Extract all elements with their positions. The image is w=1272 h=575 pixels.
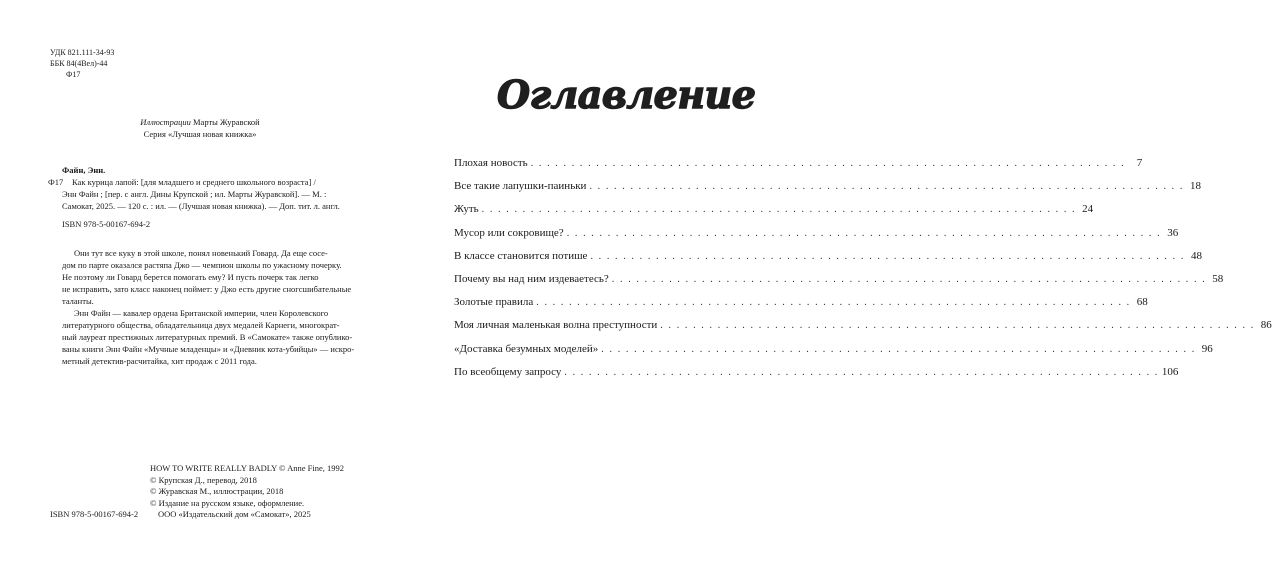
isbn-bottom: ISBN 978-5-00167-694-2 [50,509,139,519]
toc-item-title: Моя личная маленькая волна преступности [454,319,658,332]
toc-item-page: 58 [1212,272,1224,285]
toc-item[interactable] [454,226,1179,250]
copyright-block [150,463,344,521]
toc-item[interactable] [454,296,1148,319]
toc-item-page: 36 [1167,226,1179,239]
toc-leader-dots [660,320,1255,331]
toc-item-page: 96 [1201,342,1213,355]
bbk-code: ББК 84(4Вел)-44 [50,59,108,68]
toc-item[interactable] [454,365,1179,389]
classification-codes [50,47,114,80]
bib-line: Самокат, 2025. — 120 с. : ил. — (Лучшая новая книжка). — Доп. тит. л. англ. [62,201,340,211]
illustrator-credit [100,116,300,128]
toc-item[interactable] [454,157,1143,180]
bib-line: Как курица лапой: [для младшего и среднего школьного возраста] / [72,177,316,187]
copyright-line: © Крупская Д., перевод, 2018 [150,474,257,485]
toc-leader-dots [531,158,1126,169]
annotation-line: Энн Файн — кавалер ордена Британской империи, член Королевского [74,308,329,318]
toc-item-page: 7 [1136,157,1143,169]
toc-item-title: Золотые правила [454,296,534,309]
toc-item-title: Мусор или сокровище? [454,226,564,239]
toc-leader-dots [567,228,1162,239]
bib-mark: Ф17 [48,177,64,187]
toc-leader-dots [482,204,1077,215]
toc-leader-dots [612,274,1207,285]
toc-title-lettering [495,68,756,118]
annotation-line: не исправить, зато класс наконец поймет: у Джо есть другие сногсшибательные [62,284,352,294]
annotation-line: дом по парте оказался растяпа Джо — чемпион школы по ужасному почерку. [62,260,342,270]
series-credit: Серия «Лучшая новая книжка» [143,129,257,139]
toc-item-title: Все такие лапушки-паиньки [454,180,587,193]
bib-isbn: ISBN 978-5-00167-694-2 [62,219,151,229]
toc-leader-dots [601,344,1196,355]
toc-item[interactable] [454,180,1201,203]
annotation-line: Не поэтому ли Говард берется помогать ему? И пусть почерк так легко [62,272,319,282]
udc-code: УДК 821.111-34-93 [50,48,115,57]
copyright-line: © Журавская М., иллюстрации, 2018 [150,486,284,496]
annotation-line: литературного общества, обладательница двух медалей Карнеги, многократ- [62,320,340,330]
toc-leader-dots [589,181,1184,192]
annotation-paragraph [50,247,360,307]
bib-line: Энн Файн ; [пер. с англ. Дины Крупской ; ил. Марты Журавской]. — М. : [62,189,327,199]
annotation-line: таланты. [62,296,94,306]
author-mark: Ф17 [66,70,81,79]
annotation-line: ваны книги Энн Файн «Мучные младенцы» и «Дневник кота-убийцы» — искро- [62,344,355,354]
annotation-line: ный лауреат престижных литературных премий. В «Самокате» также опублико- [62,332,353,342]
toc-item[interactable] [454,319,1272,342]
toc-item-title: Почему вы над ним издеваетесь? [454,272,609,285]
toc-item-page: 18 [1189,180,1201,193]
toc-leader-dots [590,251,1185,262]
bib-entry [50,176,360,212]
toc-item-page: 24 [1082,203,1094,216]
bibliographic-record [50,164,360,230]
toc-title-text: Оглавление [497,72,756,117]
toc-item-page: 86 [1260,319,1272,332]
toc-title [495,68,756,118]
toc-item[interactable] [454,249,1202,273]
copyright-line: HOW TO WRITE REALLY BADLY © Anne Fine, 1992 [150,463,345,473]
toc-leader-dots [564,367,1159,378]
toc-item-title: Плохая новость [454,157,528,169]
toc-item-title: «Доставка безумных моделей» [454,342,599,355]
copyright-line: ООО «Издательский дом «Самокат», 2025 [158,509,311,519]
toc-leader-dots [536,297,1131,308]
credits [100,116,300,140]
illustrations-prefix: Иллюстрации [140,117,191,127]
right-page [400,0,1272,575]
annotation [50,247,360,367]
annotation-line: Они тут все куку в этой школе, понял новенький Говард. Да еще сосе- [74,248,328,258]
bib-author: Файн, Энн. [62,165,106,175]
annotation-line: метный детектив-расчитайка, хит продаж с 2011 года. [62,356,257,366]
toc-item[interactable] [454,272,1224,296]
toc-item[interactable] [454,342,1213,366]
toc-item-page: 106 [1161,365,1179,378]
table-of-contents [454,157,1272,389]
toc-item-title: Жуть [454,203,479,216]
toc-item-page: 68 [1136,296,1148,309]
toc-item-title: В классе становится потише [454,249,588,262]
annotation-paragraph [50,307,360,367]
toc-item[interactable] [454,203,1094,226]
copyright-line: © Издание на русском языке, оформление. [150,497,305,508]
illustrator-name: Марты Журавской [192,117,260,127]
toc-item-title: По всеобщему запросу [454,365,562,378]
left-page [0,0,400,575]
toc-item-page: 48 [1190,249,1202,262]
